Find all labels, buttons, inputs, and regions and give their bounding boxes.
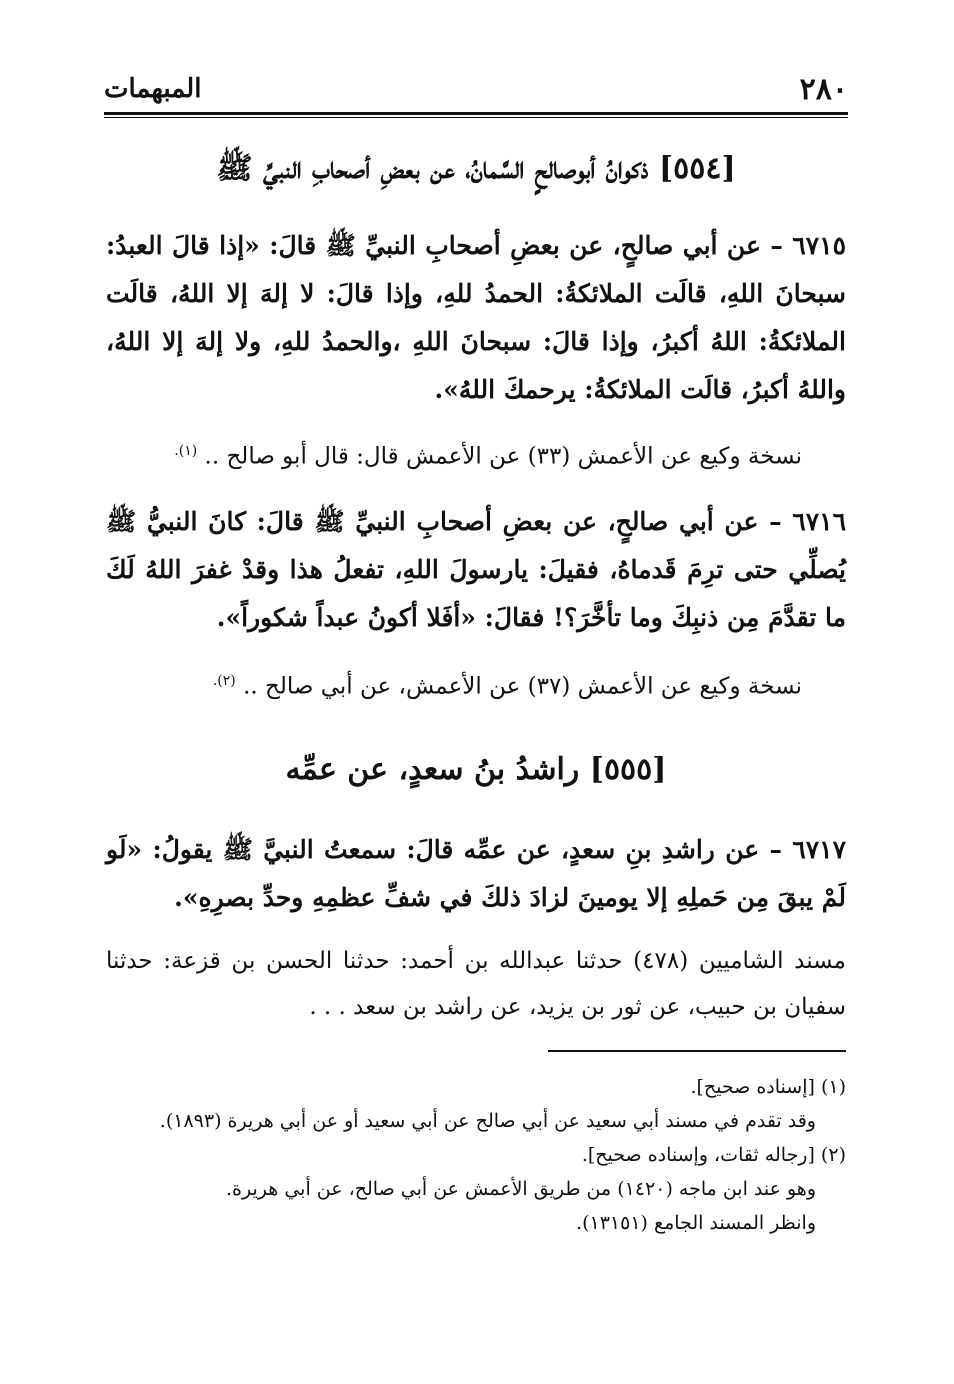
footnotes bbox=[106, 1070, 846, 1240]
footnote-rule bbox=[548, 1050, 846, 1052]
hadith-6715-source bbox=[106, 428, 846, 480]
header-rule-thin bbox=[104, 117, 848, 118]
hadith-6716-source-text: نسخة وكيع عن الأعمش (٣٧) عن الأعمش، عن أبي صالح .. bbox=[243, 673, 802, 700]
hadith-6715-text: ٦٧١٥ – عن أبي صالحٍ، عن بعضِ أصحابِ النبيِّ ﷺ قالَ: «إذا قالَ العبدُ: سبحانَ اللهِ، قالَت الملائكةُ: الحمدُ للهِ، وإذا قالَ: لا إلهَ إلا اللهُ، قالَت الملائكةُ: اللهُ أكبرُ، وإذا قالَ: سبحانَ اللهِ ،والحمدُ للهِ، ولا إلهَ إلا اللهُ، واللهُ أكبرُ، قالَت الملائكةُ: يرحمكَ اللهُ». bbox=[106, 231, 846, 404]
page-number: ٢٨٠ bbox=[799, 72, 848, 107]
running-header bbox=[104, 70, 848, 110]
hadith-6717-source: مسند الشاميين (٤٧٨) حدثنا عبدالله بن أحمد: حدثنا الحسن بن قزعة: حدثنا سفيان بن حبيب، عن ثور بن يزيد، عن راشد بن سعد . . . bbox=[106, 948, 846, 1020]
footnote-1: (١) [إسناده صحيح]. bbox=[690, 1076, 846, 1098]
running-title: المبهمات bbox=[104, 74, 202, 104]
header-rule bbox=[104, 112, 848, 115]
footnote-2-note-2: وانظر المسند الجامع (١٣١٥١). bbox=[576, 1212, 816, 1234]
section-title-554: [٥٥٤] ذكوانُ أبوصالحٍ السَّمانُ، عن بعضِ أصحابِ النبيِّ ﷺ bbox=[216, 151, 736, 186]
hadith-6716-source bbox=[106, 658, 846, 710]
footnote-2: (٢) [رجاله ثقات، وإسناده صحيح]. bbox=[581, 1144, 846, 1166]
hadith-6717-text: ٦٧١٧ – عن راشدِ بنِ سعدٍ، عن عمِّه قالَ: سمعتُ النبيَّ ﷺ يقولُ: «لَو لَمْ يبقَ مِن حَملِهِ إلا يومينَ لزادَ ذلكَ في شفِّ عظمِهِ وحدِّ بصرِهِ». bbox=[106, 835, 846, 912]
footnote-2-note: وهو عند ابن ماجه (١٤٢٠) من طريق الأعمش عن أبي صالح، عن أبي هريرة. bbox=[226, 1178, 816, 1200]
footnote-1-note: وقد تقدم في مسند أبي سعيد عن أبي صالح عن أبي سعيد أو عن أبي هريرة (١٨٩٣). bbox=[159, 1110, 816, 1132]
hadith-6715-source-text: نسخة وكيع عن الأعمش (٣٣) عن الأعمش قال: قال أبو صالح .. bbox=[204, 443, 802, 470]
footnote-ref-2: (٢). bbox=[212, 673, 236, 689]
hadith-6716-text: ٦٧١٦ – عن أبي صالحٍ، عن بعضِ أصحابِ النبيِّ ﷺ قالَ: كانَ النبيُّ ﷺ يُصلِّي حتى ترِمَ قَدماهُ، فقيلَ: يارسولَ اللهِ، تفعلُ هذا وقدْ غفرَ اللهُ لَكَ ما تقدَّمَ مِن ذنبِكَ وما تأخَّرَ؟! فقالَ: «أفَلا أكونُ عبداً شكوراً». bbox=[106, 507, 846, 632]
section-title-555: [٥٥٥] راشدُ بنُ سعدٍ، عن عمِّه bbox=[285, 752, 667, 787]
footnote-ref-1: (١). bbox=[174, 443, 198, 459]
